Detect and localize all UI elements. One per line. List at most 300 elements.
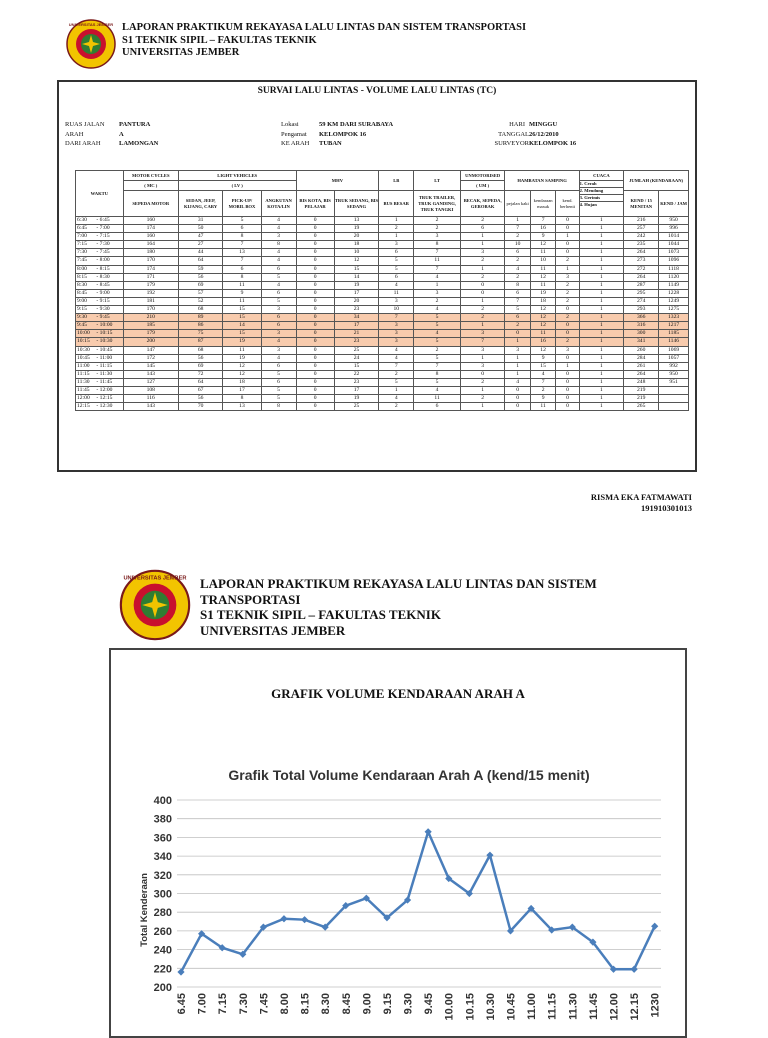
table-cell: 0 xyxy=(296,370,334,378)
x-tick-label: 9.15 xyxy=(381,993,394,1015)
table-row xyxy=(76,241,689,249)
y-ticks xyxy=(154,795,172,994)
table-cell: 6 xyxy=(261,314,296,322)
table-row xyxy=(76,306,689,314)
y-tick-label: 200 xyxy=(153,982,172,994)
table-cell: 15 xyxy=(223,330,261,338)
table-cell: 0 xyxy=(556,225,579,233)
table-cell: 6 xyxy=(505,289,530,297)
table-cell: 6 xyxy=(223,225,261,233)
ruas-value: PANTURA xyxy=(119,121,151,128)
table-cell: 22 xyxy=(334,370,379,378)
table-cell: 284 xyxy=(624,354,659,362)
gridlines xyxy=(177,800,661,987)
table-cell: 179 xyxy=(123,330,178,338)
table-cell: 2 xyxy=(460,395,505,403)
subheader: BUS BESAR xyxy=(379,191,414,217)
signature-nim: 191910301013 xyxy=(641,502,692,513)
table-cell: 10 xyxy=(379,306,414,314)
time-separator: - xyxy=(95,386,100,393)
table-cell: 5 xyxy=(379,378,414,386)
table-cell: 200 xyxy=(123,338,178,346)
header-jumlah: JUMLAH (KENDARAAN) xyxy=(624,171,689,191)
header-lb: LB xyxy=(379,171,414,191)
table-cell: 2 xyxy=(505,257,530,265)
time-start: 12:00 xyxy=(77,395,90,402)
table-cell: 15 xyxy=(334,362,379,370)
table-cell: 87 xyxy=(178,338,223,346)
table-cell: 1149 xyxy=(659,281,689,289)
time-separator: - xyxy=(95,306,100,313)
time-start: 10:30 xyxy=(77,346,90,353)
table-cell: 2 xyxy=(460,314,505,322)
header-mhv: MHV xyxy=(296,171,379,191)
table-cell: 24 xyxy=(334,354,379,362)
table-cell: 44 xyxy=(178,249,223,257)
time-cell xyxy=(76,403,124,411)
time-cell xyxy=(76,273,124,281)
cuaca-item: 4. Hujan xyxy=(579,202,597,207)
header-line-3: UNIVERSITAS JEMBER xyxy=(122,47,240,58)
time-end: 11:15 xyxy=(99,362,113,369)
time-end: 12:30 xyxy=(99,403,113,410)
table-cell: 7 xyxy=(505,297,530,305)
table-cell: 4 xyxy=(414,386,461,394)
table-cell xyxy=(659,403,689,411)
table-cell: 5 xyxy=(379,257,414,265)
time-start: 11:15 xyxy=(77,370,90,377)
table-cell: 4 xyxy=(261,217,296,225)
table-cell: 2 xyxy=(460,257,505,265)
table-cell: 2 xyxy=(530,386,555,394)
table-cell: 0 xyxy=(556,322,579,330)
x-tick-label: 10.15 xyxy=(464,993,477,1021)
x-tick-label: 9.30 xyxy=(402,993,415,1015)
table-cell: 1 xyxy=(579,346,624,354)
table-row xyxy=(76,297,689,305)
time-cell xyxy=(76,354,124,362)
surveyor-value: KELOMPOK 16 xyxy=(529,140,577,147)
time-end: 12:15 xyxy=(99,395,113,402)
table-cell: 2 xyxy=(556,297,579,305)
subheader: BECAK, SEPEDA, GEROBAK xyxy=(460,191,505,217)
table-cell: 1 xyxy=(460,265,505,273)
table-cell: 1 xyxy=(579,354,624,362)
table-cell: 172 xyxy=(123,354,178,362)
time-separator: - xyxy=(95,249,100,256)
subheader: pejalan kaki xyxy=(505,191,530,217)
table-cell: 64 xyxy=(178,378,223,386)
table-cell: 5 xyxy=(414,322,461,330)
table-cell: 0 xyxy=(296,249,334,257)
table-row xyxy=(76,314,689,322)
table-cell: 0 xyxy=(296,225,334,233)
table-cell: 3 xyxy=(414,289,461,297)
table-cell: 0 xyxy=(296,322,334,330)
table-cell: 1057 xyxy=(659,354,689,362)
time-start: 8:00 xyxy=(77,265,87,272)
table-cell: 192 xyxy=(123,289,178,297)
table-cell: 8 xyxy=(223,273,261,281)
table-cell: 2 xyxy=(414,217,461,225)
header-line-1: LAPORAN PRAKTIKUM REKAYASA LALU LINTAS DAN SISTEM xyxy=(200,576,597,591)
table-cell: 17 xyxy=(223,386,261,394)
table-cell: 11 xyxy=(530,265,555,273)
time-cell xyxy=(76,378,124,386)
table-cell: 1 xyxy=(505,338,530,346)
cuaca-item: 3. Gerimis xyxy=(580,195,624,202)
table-cell: 4 xyxy=(261,225,296,233)
table-cell: 0 xyxy=(296,306,334,314)
x-tick-label: 12.15 xyxy=(629,993,642,1021)
table-cell: 11 xyxy=(414,257,461,265)
table-cell: 4 xyxy=(261,354,296,362)
table-cell: 8 xyxy=(414,370,461,378)
hari-value: MINGGU xyxy=(529,121,558,128)
table-cell: 8 xyxy=(223,233,261,241)
time-end: 9:15 xyxy=(99,297,110,304)
table-cell: 9 xyxy=(530,354,555,362)
table-cell: 2 xyxy=(556,338,579,346)
table-cell: 185 xyxy=(123,322,178,330)
time-separator: - xyxy=(95,289,100,296)
table-cell: 219 xyxy=(624,386,659,394)
time-cell xyxy=(76,314,124,322)
y-tick-label: 340 xyxy=(153,851,172,864)
time-cell xyxy=(76,281,124,289)
table-cell: 1 xyxy=(579,249,624,257)
time-end: 11:30 xyxy=(99,370,113,377)
x-tick-label: 11.15 xyxy=(546,993,559,1020)
table-cell: 1 xyxy=(556,265,579,273)
report-header xyxy=(122,22,526,60)
table-cell: 116 xyxy=(123,395,178,403)
table-cell: 7 xyxy=(414,265,461,273)
time-separator: - xyxy=(95,395,100,402)
table-cell: 5 xyxy=(414,378,461,386)
table-cell: 0 xyxy=(296,265,334,273)
table-row xyxy=(76,378,689,386)
table-cell: 264 xyxy=(624,249,659,257)
table-cell: 6 xyxy=(379,249,414,257)
x-tick-label: 11.45 xyxy=(587,993,600,1020)
time-separator: - xyxy=(95,362,100,369)
y-tick-label: 380 xyxy=(153,813,172,826)
time-separator: - xyxy=(95,370,100,377)
table-cell: 3 xyxy=(460,330,505,338)
table-cell: 181 xyxy=(123,297,178,305)
table-cell: 7 xyxy=(530,217,555,225)
y-tick-label: 280 xyxy=(153,907,172,920)
table-row xyxy=(76,354,689,362)
x-ticks xyxy=(176,993,662,1021)
table-cell: 17 xyxy=(334,322,379,330)
time-cell xyxy=(76,370,124,378)
table-cell: 0 xyxy=(505,395,530,403)
time-end: 11:00 xyxy=(99,354,113,361)
table-cell: 11 xyxy=(379,289,414,297)
table-cell: 295 xyxy=(624,289,659,297)
university-logo xyxy=(66,18,116,70)
series-markers xyxy=(177,828,658,975)
header-mc-sub: ( MC ) xyxy=(123,181,178,191)
table-cell: 31 xyxy=(178,217,223,225)
table-cell: 5 xyxy=(261,297,296,305)
time-end: 8:00 xyxy=(99,257,110,264)
time-end: 7:30 xyxy=(99,241,110,248)
lokasi-label: Lokasi xyxy=(281,121,299,128)
table-cell: 6 xyxy=(261,362,296,370)
table-cell: 72 xyxy=(178,370,223,378)
time-start: 7:45 xyxy=(77,257,87,264)
table-cell: 6 xyxy=(261,289,296,297)
table-row xyxy=(76,322,689,330)
time-cell xyxy=(76,386,124,394)
table-cell: 0 xyxy=(296,241,334,249)
table-cell: 19 xyxy=(530,289,555,297)
table-cell: 2 xyxy=(460,273,505,281)
table-cell: 1 xyxy=(556,362,579,370)
time-start: 7:00 xyxy=(77,233,87,240)
subheader: kendaraan masuk xyxy=(530,191,555,217)
time-cell xyxy=(76,346,124,354)
table-cell: 52 xyxy=(178,297,223,305)
signature-block xyxy=(591,492,692,513)
table-row xyxy=(76,249,689,257)
time-end: 11:45 xyxy=(99,378,113,385)
cuaca-item: 1. Cerah xyxy=(580,181,624,188)
table-cell: 3 xyxy=(460,362,505,370)
survey-table xyxy=(75,170,689,411)
table-cell: 143 xyxy=(123,403,178,411)
time-cell xyxy=(76,249,124,257)
table-cell: 1 xyxy=(505,370,530,378)
table-cell: 2 xyxy=(379,403,414,411)
table-cell: 996 xyxy=(659,225,689,233)
x-tick-label: 8.15 xyxy=(299,993,312,1015)
table-cell: 265 xyxy=(624,403,659,411)
table-cell: 27 xyxy=(178,241,223,249)
table-cell: 12 xyxy=(223,370,261,378)
table-cell: 1 xyxy=(579,370,624,378)
table-cell: 13 xyxy=(223,249,261,257)
time-separator: - xyxy=(95,265,100,272)
x-tick-label: 9.45 xyxy=(423,993,436,1015)
time-separator: - xyxy=(95,273,100,280)
table-cell: 89 xyxy=(178,314,223,322)
y-tick-label: 400 xyxy=(153,795,172,807)
table-cell: 1 xyxy=(379,217,414,225)
table-cell: 23 xyxy=(334,338,379,346)
table-cell: 6 xyxy=(414,403,461,411)
time-separator: - xyxy=(95,233,100,240)
time-start: 10:15 xyxy=(77,338,90,345)
table-cell: 14 xyxy=(334,273,379,281)
table-cell: 2 xyxy=(556,314,579,322)
table-cell: 6 xyxy=(460,225,505,233)
time-cell xyxy=(76,225,124,233)
time-end: 8:45 xyxy=(99,281,110,288)
table-cell: 1 xyxy=(579,233,624,241)
table-cell: 8 xyxy=(505,281,530,289)
table-cell: 2 xyxy=(414,225,461,233)
table-cell: 164 xyxy=(123,241,178,249)
table-cell: 1 xyxy=(556,233,579,241)
table-cell: 69 xyxy=(178,281,223,289)
table-cell: 147 xyxy=(123,346,178,354)
table-cell: 19 xyxy=(334,225,379,233)
table-cell: 2 xyxy=(414,297,461,305)
time-cell xyxy=(76,330,124,338)
table-cell: 2 xyxy=(505,233,530,241)
table-row xyxy=(76,362,689,370)
table-cell: 5 xyxy=(223,217,261,225)
table-cell: 7 xyxy=(414,249,461,257)
time-separator: - xyxy=(95,217,100,223)
table-cell: 5 xyxy=(261,386,296,394)
table-cell: 0 xyxy=(556,217,579,225)
time-start: 6:45 xyxy=(77,225,87,232)
time-end: 10:30 xyxy=(99,338,113,345)
time-separator: - xyxy=(95,314,100,321)
subheader: TRUK SEDANG, BIS SEDANG xyxy=(334,191,379,217)
table-cell: 0 xyxy=(296,386,334,394)
table-cell: 4 xyxy=(505,378,530,386)
x-tick-label: 7.30 xyxy=(237,993,250,1015)
x-tick-label: 11.00 xyxy=(526,993,539,1020)
table-cell: 3 xyxy=(261,346,296,354)
table-cell: 34 xyxy=(334,314,379,322)
table-cell: 0 xyxy=(296,338,334,346)
data-point xyxy=(280,915,287,922)
subheader: TRUK TRAILER, TRUK GANDING, TRUK TANGKI xyxy=(414,191,461,217)
table-cell: 64 xyxy=(178,257,223,265)
table-cell: 11 xyxy=(530,281,555,289)
y-tick-label: 360 xyxy=(153,832,172,845)
table-cell: 3 xyxy=(414,233,461,241)
table-row xyxy=(76,233,689,241)
table-cell: 12 xyxy=(334,257,379,265)
table-cell: 16 xyxy=(530,225,555,233)
table-cell: 1185 xyxy=(659,330,689,338)
table-cell: 67 xyxy=(178,386,223,394)
series-line xyxy=(181,832,655,972)
table-cell: 219 xyxy=(624,395,659,403)
table-cell: 7 xyxy=(414,362,461,370)
pengamat-label: Pengamat xyxy=(281,130,307,138)
table-cell: 12 xyxy=(530,273,555,281)
table-cell: 6 xyxy=(223,265,261,273)
y-tick-label: 260 xyxy=(153,925,172,938)
time-separator: - xyxy=(95,378,100,385)
x-tick-label: 1230 xyxy=(649,993,662,1018)
time-end: 9:30 xyxy=(99,306,110,313)
table-cell: 1 xyxy=(579,281,624,289)
table-cell: 1 xyxy=(379,386,414,394)
table-cell: 3 xyxy=(379,330,414,338)
survey-table-body xyxy=(76,217,689,411)
table-cell: 1 xyxy=(460,241,505,249)
table-cell: 57 xyxy=(178,289,223,297)
table-cell: 11 xyxy=(530,403,555,411)
line-chart xyxy=(111,650,685,1036)
table-cell: 950 xyxy=(659,217,689,225)
chart-heading: GRAFIK VOLUME KENDARAAN ARAH A xyxy=(271,686,525,701)
table-cell: 0 xyxy=(296,354,334,362)
table-cell: 4 xyxy=(379,354,414,362)
table-cell: 160 xyxy=(123,233,178,241)
table-cell: 143 xyxy=(123,370,178,378)
header-um: UNMOTORISED xyxy=(460,171,505,181)
table-cell: 179 xyxy=(123,281,178,289)
hari-label: HARI xyxy=(509,121,525,128)
table-cell: 1 xyxy=(579,273,624,281)
table-cell: 11 xyxy=(530,330,555,338)
table-cell: 8 xyxy=(261,241,296,249)
table-cell: 341 xyxy=(624,338,659,346)
table-cell: 272 xyxy=(624,265,659,273)
table-cell: 1 xyxy=(579,314,624,322)
time-cell xyxy=(76,217,124,225)
x-tick-label: 12.00 xyxy=(608,993,621,1021)
table-cell: 23 xyxy=(334,378,379,386)
header-lt: LT xyxy=(414,171,461,191)
table-cell: 4 xyxy=(379,346,414,354)
time-cell xyxy=(76,395,124,403)
table-cell: 1146 xyxy=(659,338,689,346)
table-cell: 5 xyxy=(505,306,530,314)
table-cell: 257 xyxy=(624,225,659,233)
subheader: SEPEDA MOTOR xyxy=(123,191,178,217)
table-cell: 11 xyxy=(223,281,261,289)
table-cell: 7 xyxy=(460,338,505,346)
table-cell: 17 xyxy=(334,289,379,297)
table-cell: 0 xyxy=(296,289,334,297)
table-cell: 4 xyxy=(261,338,296,346)
time-separator: - xyxy=(95,241,100,248)
x-tick-label: 10.45 xyxy=(505,993,518,1021)
table-cell: 2 xyxy=(505,273,530,281)
table-cell: 264 xyxy=(624,273,659,281)
y-tick-label: 320 xyxy=(153,869,172,882)
table-cell: 0 xyxy=(296,281,334,289)
table-cell: 5 xyxy=(261,395,296,403)
table-cell: 274 xyxy=(624,297,659,305)
table-cell: 180 xyxy=(123,249,178,257)
table-cell: 1 xyxy=(579,338,624,346)
time-separator: - xyxy=(95,403,100,410)
table-cell: 300 xyxy=(624,330,659,338)
chart-frame xyxy=(109,648,687,1038)
report-header-2 xyxy=(200,576,597,638)
time-end: 8:15 xyxy=(99,265,110,272)
time-end: 10:15 xyxy=(99,330,113,337)
table-cell: 4 xyxy=(379,281,414,289)
cuaca-legend xyxy=(579,181,624,217)
table-cell: 1096 xyxy=(659,257,689,265)
table-cell: 3 xyxy=(379,322,414,330)
ke-label: KE ARAH xyxy=(281,140,310,147)
table-cell: 23 xyxy=(334,306,379,314)
table-cell: 1 xyxy=(579,225,624,233)
table-cell: 75 xyxy=(178,330,223,338)
time-end: 9:45 xyxy=(99,314,110,321)
table-cell: 2 xyxy=(460,306,505,314)
table-cell: 0 xyxy=(556,330,579,338)
table-cell: 47 xyxy=(178,233,223,241)
table-cell: 216 xyxy=(624,217,659,225)
table-cell xyxy=(659,386,689,394)
